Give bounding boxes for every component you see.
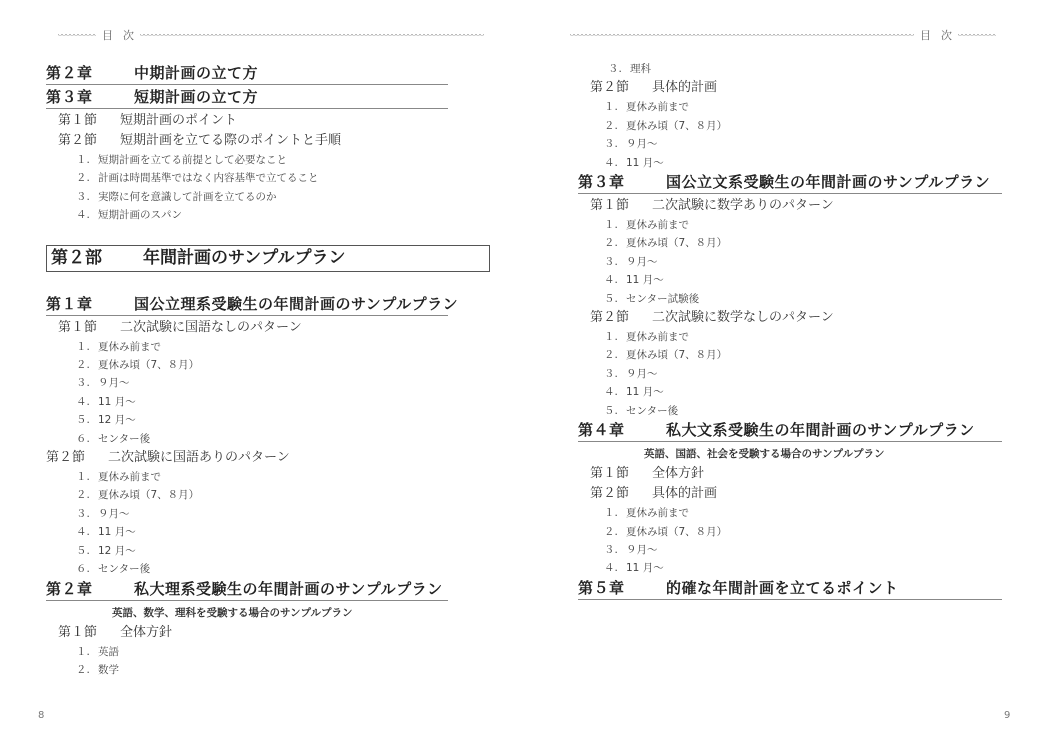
toc-item[interactable] [46, 505, 448, 523]
toc-chapter[interactable] [46, 63, 448, 85]
toc-item-title: ９月～ [626, 543, 658, 556]
running-head-title: 目次 [920, 29, 952, 42]
toc-item-title: 夏休み前まで [626, 219, 689, 232]
toc-section-number: 第２節 [590, 486, 630, 502]
toc-item-number: ２. [604, 349, 618, 362]
toc-item-title: 夏休み頃（7、８月） [626, 349, 728, 362]
toc-list [46, 294, 459, 680]
toc-chapter[interactable] [46, 294, 459, 316]
toc-chapter-title: 国公立文系受験生の年間計画のサンプルプラン [666, 173, 991, 192]
part-title: 年間計画のサンプルプラン [143, 247, 346, 268]
toc-section-title: 二次試験に国語ありのパターン [108, 450, 290, 466]
toc-item-title: 夏休み前まで [98, 340, 161, 353]
toc-item[interactable] [46, 486, 448, 504]
toc-item-title: 11 月～ [98, 526, 136, 539]
toc-item-number: ２. [76, 489, 90, 502]
toc-section[interactable] [578, 484, 1002, 504]
toc-item[interactable] [578, 117, 1002, 135]
toc-section[interactable] [578, 196, 1002, 216]
toc-list [578, 60, 1002, 600]
part-number: 第２部 [51, 247, 102, 268]
toc-item[interactable] [46, 188, 448, 206]
toc-chapter[interactable] [578, 578, 1002, 600]
wavy-rule [958, 33, 996, 37]
toc-right [578, 60, 1002, 602]
toc-item[interactable] [46, 374, 448, 392]
toc-item-number: ２. [76, 663, 90, 676]
toc-section[interactable] [578, 464, 1002, 484]
toc-item[interactable] [46, 338, 448, 356]
toc-section-number: 第１節 [58, 624, 98, 640]
toc-item-number: １. [76, 645, 90, 658]
toc-subtitle[interactable] [46, 603, 448, 623]
toc-item-title: 短期計画を立てる前提として必要なこと [98, 154, 287, 166]
toc-section-title: 短期計画を立てる際のポイントと手順 [120, 133, 342, 148]
toc-item-number: ２. [76, 359, 90, 372]
toc-chapter-number: 第４章 [578, 421, 625, 440]
toc-item-number: ６. [76, 563, 90, 576]
toc-item-number: ４. [604, 156, 618, 169]
toc-section-number: 第１節 [58, 319, 98, 335]
toc-item-title: 数学 [98, 663, 119, 676]
toc-section-title: 全体方針 [120, 624, 173, 640]
toc-chapter-number: 第１章 [46, 294, 93, 313]
toc-item-number: ３. [76, 507, 90, 520]
toc-section-title: 具体的計画 [652, 80, 718, 96]
toc-section[interactable] [46, 111, 448, 131]
toc-item-number: ６. [76, 432, 90, 445]
toc-item-title: 計画は時間基準ではなく内容基準で立てること [98, 172, 319, 185]
toc-chapter-title: 短期計画の立て方 [134, 88, 259, 106]
toc-list [46, 63, 448, 225]
toc-item[interactable] [46, 560, 448, 578]
toc-item-title: 夏休み頃（7、８月） [626, 237, 728, 250]
toc-section-title: 具体的計画 [652, 486, 718, 502]
toc-section[interactable] [46, 318, 448, 338]
toc-item-title: 夏休み前まで [98, 471, 161, 484]
toc-item[interactable] [578, 559, 1002, 577]
toc-item-title: ９月～ [626, 255, 658, 268]
toc-item-title: 夏休み頃（7、８月） [98, 489, 200, 502]
toc-chapter[interactable] [578, 420, 1002, 442]
toc-item-number: ４. [76, 395, 90, 408]
toc-section-number: 第２節 [590, 80, 630, 96]
toc-item[interactable] [46, 206, 448, 224]
toc-item-title: 11 月～ [98, 395, 136, 408]
toc-section-number: 第１節 [590, 466, 630, 482]
toc-section-title: 二次試験に数学なしのパターン [652, 310, 834, 326]
toc-chapter-number: 第３章 [46, 88, 93, 106]
toc-item-title: 12 月～ [98, 414, 136, 427]
toc-item[interactable] [46, 169, 448, 187]
toc-item-number: ３. [604, 543, 618, 556]
toc-section-title: 短期計画のポイント [120, 113, 238, 128]
toc-item-number: ５. [604, 404, 618, 417]
toc-item[interactable] [46, 430, 448, 448]
toc-item[interactable] [46, 468, 448, 486]
toc-item[interactable] [578, 346, 1002, 364]
toc-item-number: ４. [604, 386, 618, 399]
toc-item[interactable] [46, 643, 448, 661]
toc-chapter-number: 第２章 [46, 64, 93, 82]
toc-item[interactable] [578, 98, 1002, 116]
toc-section-title: 二次試験に数学ありのパターン [652, 198, 834, 214]
toc-item[interactable] [46, 661, 448, 679]
toc-item[interactable] [578, 383, 1002, 401]
toc-item[interactable] [46, 151, 448, 169]
part-heading-box[interactable] [46, 245, 490, 272]
toc-subtitle[interactable] [578, 444, 1002, 464]
toc-section-number: 第２節 [58, 133, 98, 148]
toc-item-number: ３. [604, 367, 618, 380]
toc-item-title: 11 月～ [626, 156, 664, 169]
toc-item-title: 夏休み頃（7、８月） [626, 525, 728, 538]
toc-chapter-title: 的確な年間計画を立てるポイント [666, 578, 899, 597]
wavy-rule [570, 33, 914, 37]
wavy-rule [58, 33, 96, 37]
toc-item-title: 11 月～ [626, 562, 664, 575]
toc-item-number: １. [604, 331, 618, 344]
toc-chapter[interactable] [46, 579, 448, 601]
right-page [526, 0, 1052, 742]
toc-item[interactable] [578, 365, 1002, 383]
toc-left [46, 63, 459, 679]
toc-subtitle-title: 英語、数学、理科を受験する場合のサンプルプラン [112, 606, 353, 619]
toc-section[interactable] [578, 78, 1002, 98]
toc-item-title: センター後 [98, 563, 151, 576]
toc-section-title: 全体方針 [652, 466, 705, 482]
toc-item-number: １. [76, 340, 90, 353]
toc-item-title: ９月～ [626, 367, 658, 380]
toc-section-title: 二次試験に国語なしのパターン [120, 319, 302, 335]
toc-item-number: ４. [76, 526, 90, 539]
toc-chapter-number: 第５章 [578, 578, 625, 597]
toc-item-number: ２. [604, 237, 618, 250]
toc-chapter-title: 国公立理系受験生の年間計画のサンプルプラン [134, 294, 459, 313]
toc-item-title: 夏休み前まで [626, 507, 689, 520]
wavy-rule [140, 33, 484, 37]
toc-item[interactable] [578, 402, 1002, 420]
toc-item[interactable] [578, 135, 1002, 153]
toc-item[interactable] [578, 234, 1002, 252]
toc-chapter-number: 第２章 [46, 579, 93, 598]
toc-item-title: 実際に何を意識して計画を立てるのか [98, 190, 277, 203]
toc-item[interactable] [46, 393, 448, 411]
toc-section[interactable] [46, 131, 448, 151]
toc-item-title: 短期計画のスパン [98, 209, 182, 222]
toc-item-title: 11 月～ [626, 274, 664, 287]
toc-item-title: 理科 [630, 63, 651, 75]
toc-item[interactable] [578, 328, 1002, 346]
toc-item-title: センター後 [626, 404, 679, 417]
toc-section[interactable] [46, 448, 448, 468]
toc-item[interactable] [578, 216, 1002, 234]
toc-item-number: ３. [76, 377, 90, 390]
toc-item-title: 夏休み頃（7、８月） [98, 359, 200, 372]
toc-item[interactable] [578, 504, 1002, 522]
toc-item-title: ９月～ [98, 377, 130, 390]
toc-item-title: 夏休み前まで [626, 331, 689, 344]
running-head-right [570, 28, 996, 42]
toc-item-number: ３. [604, 255, 618, 268]
toc-item-number: ２. [604, 119, 618, 132]
toc-section[interactable] [46, 623, 448, 643]
toc-item[interactable] [578, 523, 1002, 541]
toc-chapter-number: 第３章 [578, 173, 625, 192]
toc-item-number: ３. [608, 63, 622, 75]
toc-item[interactable] [578, 253, 1002, 271]
toc-item[interactable] [578, 271, 1002, 289]
toc-section-number: 第１節 [58, 113, 98, 128]
toc-item[interactable] [46, 523, 448, 541]
toc-item-title: 夏休み頃（7、８月） [626, 119, 728, 132]
toc-chapter[interactable] [578, 172, 1002, 194]
toc-section-number: 第１節 [590, 198, 630, 214]
toc-item-title: センター後 [98, 432, 151, 445]
toc-item-title: 11 月～ [626, 386, 664, 399]
toc-item-title: ９月～ [98, 507, 130, 520]
toc-item-title: 英語 [98, 645, 119, 658]
toc-item-number: ３. [604, 138, 618, 151]
running-head-title: 目次 [102, 29, 134, 42]
toc-item[interactable] [46, 411, 448, 429]
toc-chapter-title: 私大理系受験生の年間計画のサンプルプラン [134, 579, 443, 598]
toc-item-title: 夏休み前まで [626, 101, 689, 114]
toc-chapter-title: 私大文系受験生の年間計画のサンプルプラン [666, 421, 975, 440]
toc-item[interactable] [578, 541, 1002, 559]
toc-item-title: センター試験後 [626, 292, 700, 305]
toc-item-number: ５. [76, 544, 90, 557]
toc-item-number: １. [604, 507, 618, 520]
toc-item-number: ２. [604, 525, 618, 538]
toc-item-number: ２. [76, 172, 90, 185]
toc-item-number: ４. [604, 562, 618, 575]
page-number: 9 [1004, 710, 1011, 721]
toc-item[interactable] [46, 542, 448, 560]
toc-item[interactable] [578, 154, 1002, 172]
toc-item-number: ５. [76, 414, 90, 427]
toc-section-number: 第２節 [46, 450, 86, 466]
toc-item-number: ４. [76, 209, 90, 222]
toc-item-title: ９月～ [626, 138, 658, 151]
toc-chapter-title: 中期計画の立て方 [134, 64, 259, 82]
toc-item[interactable] [578, 60, 1002, 78]
toc-item-number: １. [76, 154, 90, 166]
toc-item-number: １. [76, 471, 90, 484]
running-head-left [58, 28, 484, 42]
toc-item-number: ５. [604, 292, 618, 305]
toc-section-number: 第２節 [590, 310, 630, 326]
toc-subtitle-title: 英語、国語、社会を受験する場合のサンプルプラン [644, 448, 885, 461]
toc-section[interactable] [578, 308, 1002, 328]
toc-item-number: １. [604, 101, 618, 114]
toc-item-number: １. [604, 219, 618, 232]
page-number: 8 [38, 710, 45, 721]
toc-chapter[interactable] [46, 87, 448, 109]
toc-item-title: 12 月～ [98, 544, 136, 557]
toc-item[interactable] [578, 290, 1002, 308]
toc-item-number: ４. [604, 274, 618, 287]
toc-item[interactable] [46, 356, 448, 374]
toc-item-number: ３. [76, 190, 90, 203]
